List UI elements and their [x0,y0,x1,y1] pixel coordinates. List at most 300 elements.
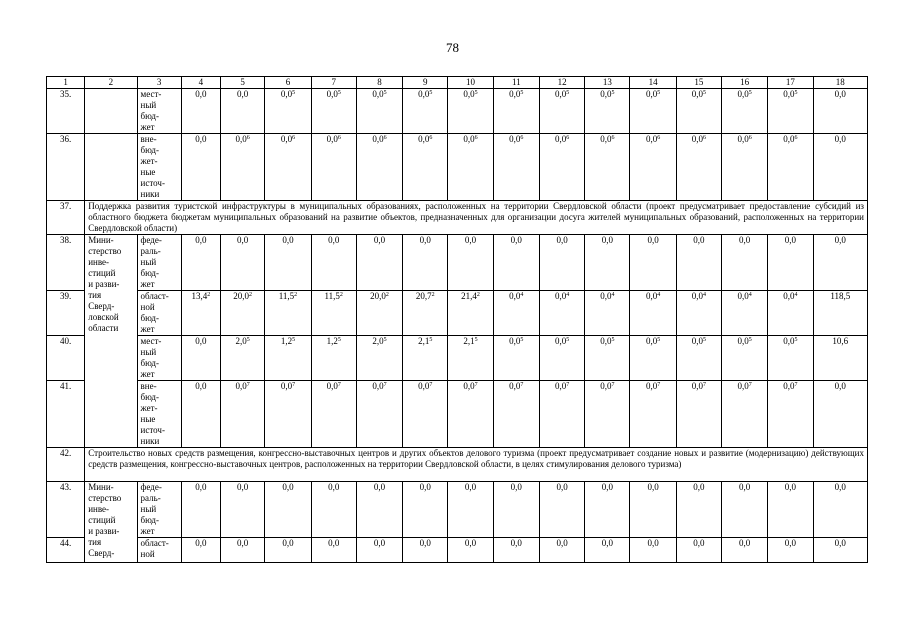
value-cell [768,89,813,134]
cell-value: 0,0 [737,381,749,391]
value-cell [403,336,448,381]
footnote-mark: 2 [339,292,343,298]
value-cell [221,235,265,291]
value-cell [311,291,356,336]
footnote-mark: 7 [383,382,387,388]
footnote-mark: 7 [794,382,798,388]
cell-value: 0,0 [195,482,207,492]
value-cell [403,291,448,336]
cell-value: 0,0 [834,235,846,245]
cell-value: 0,0 [463,381,475,391]
value-cell [311,89,356,134]
cell-value: 0,0 [645,291,658,301]
cell-value: 0,0 [645,134,658,144]
cell-value: 0,0 [418,134,430,144]
cell-value: 0,0 [419,235,431,245]
row-number: 40. [47,336,85,381]
value-cell [676,89,721,134]
cell-value: 1,2 [326,336,338,346]
cell-value: 0,0 [463,89,475,99]
value-cell [539,336,584,381]
value-cell [493,482,539,538]
value-cell [813,538,867,563]
value-cell [181,538,220,563]
footnote-mark: 6 [657,135,661,141]
value-cell [630,381,676,448]
value-cell [493,134,539,201]
cell-value: 0,0 [235,134,247,144]
footnote-mark: 5 [292,90,296,96]
footnote-mark: 5 [566,90,570,96]
footnote-mark: 6 [520,135,524,141]
value-cell [585,336,630,381]
cell-value: 0,0 [237,235,249,245]
cell-value: 0,0 [783,291,795,301]
column-header: 16 [722,77,768,89]
cell-value: 0,0 [282,538,294,548]
cell-value: 0,0 [509,291,521,301]
value-cell [722,482,768,538]
value-cell [265,134,311,201]
value-cell [722,89,768,134]
value-cell [722,134,768,201]
value-cell [403,235,448,291]
footnote-mark: 5 [794,337,798,343]
footnote-mark: 2 [431,292,435,298]
cell-value: 0,0 [737,134,749,144]
value-cell [585,235,630,291]
footnote-mark: 5 [703,337,706,343]
footnote-mark: 6 [246,135,250,141]
footnote-mark: 5 [611,90,615,96]
value-cell [722,538,768,563]
value-cell [630,482,676,538]
cell-value: 0,0 [326,134,338,144]
value-cell [311,381,356,448]
cell-value: 0,0 [554,134,567,144]
cell-value: 0,0 [693,482,705,492]
value-cell [722,381,768,448]
value-cell [221,89,265,134]
value-cell [493,538,539,563]
cell-value: 20,0 [233,291,250,301]
value-cell [722,235,768,291]
page-number: 78 [446,40,459,55]
cell-value: 0,0 [693,538,705,548]
value-cell [221,482,265,538]
value-cell [585,134,630,201]
cell-value: 0,0 [737,336,749,346]
value-cell [768,538,813,563]
value-cell [722,291,768,336]
column-header: 15 [676,77,721,89]
value-cell [493,89,539,134]
cell-value: 0,0 [783,89,795,99]
cell-value: 0,0 [328,538,340,548]
cell-value: 0,0 [554,89,567,99]
cell-value: 0,0 [235,381,247,391]
column-header: 2 [85,77,137,89]
value-cell [493,291,539,336]
cell-value: 0,0 [464,235,477,245]
value-cell [403,482,448,538]
column-header: 6 [265,77,311,89]
value-cell [181,482,220,538]
column-header: 3 [137,77,181,89]
cell-value: 0,0 [739,482,751,492]
value-cell [768,336,813,381]
cell-value: 0,0 [418,89,430,99]
cell-value: 0,0 [510,482,522,492]
value-cell [630,291,676,336]
cell-value: 0,0 [784,538,797,548]
footnote-mark: 4 [611,292,615,298]
footnote-mark: 5 [657,337,661,343]
cell-value: 0,0 [509,89,521,99]
footnote-mark: 2 [476,292,480,298]
table-row [47,482,868,538]
source-cell: феде- раль- ный бюд- жет [137,482,181,538]
footnote-mark: 5 [383,90,387,96]
cell-value: 0,0 [237,89,249,99]
cell-value: 20,0 [370,291,386,301]
column-header: 12 [539,77,584,89]
cell-value: 0,0 [195,89,207,99]
column-header: 5 [221,77,265,89]
footnote-mark: 7 [474,382,478,388]
footnote-mark: 7 [657,382,661,388]
value-cell [539,89,584,134]
cell-value: 0,0 [280,134,293,144]
value-cell [448,291,493,336]
cell-value: 1,2 [280,336,293,346]
footnote-mark: 7 [520,382,524,388]
cell-value: 0,0 [783,381,795,391]
cell-value: 0,0 [556,538,568,548]
row-number: 42. [47,448,85,482]
cell-value: 0,0 [373,482,386,492]
value-cell [813,381,867,448]
value-cell [181,336,220,381]
footnote-mark: 6 [611,135,615,141]
column-header: 9 [403,77,448,89]
cell-value: 2,1 [463,336,475,346]
value-cell [448,381,493,448]
cell-value: 0,0 [372,381,384,391]
value-cell [448,482,493,538]
value-cell [356,336,402,381]
value-cell [356,538,402,563]
value-cell [356,89,402,134]
cell-value: 0,0 [510,235,522,245]
row-number: 43. [47,482,85,538]
cell-value: 0,0 [554,381,567,391]
org-cell [85,89,137,134]
footnote-mark: 5 [748,90,752,96]
footnote-mark: 5 [794,90,798,96]
source-cell: вне- бюд- жет- ные источ- ники [137,381,181,448]
cell-value: 0,0 [195,381,207,391]
value-cell [539,134,584,201]
footnote-mark: 5 [657,90,661,96]
cell-value: 0,0 [691,336,703,346]
value-cell [813,134,867,201]
cell-value: 0,0 [195,336,207,346]
value-cell [221,538,265,563]
cell-value: 0,0 [691,134,703,144]
value-cell [493,336,539,381]
value-cell [221,134,265,201]
value-cell [676,336,721,381]
section-description: Поддержка развития туристской инфраструктуры в муниципальных образованиях, расположенных на территории Свердловской области (проект предусматривает предоставление субсидий из областного бюджета бюджетам муниципальных образований на развитие объектов, предназначенных для организации досуга жителей муниципальных образований, расположенных на территории Свердловской области) [85,201,868,235]
cell-value: 0,0 [783,134,795,144]
value-cell [585,291,630,336]
footnote-mark: 2 [385,292,389,298]
cell-value: 0,0 [328,482,340,492]
value-cell [356,381,402,448]
value-cell [356,291,402,336]
column-header: 7 [311,77,356,89]
column-header: 10 [448,77,493,89]
footnote-mark: 7 [566,382,570,388]
value-cell [403,134,448,201]
cell-value: 0,0 [645,381,658,391]
value-cell [181,134,220,201]
row-number: 37. [47,201,85,235]
cell-value: 0,0 [282,235,294,245]
cell-value: 0,0 [556,482,568,492]
cell-value: 0,0 [834,89,846,99]
footnote-mark: 7 [703,382,706,388]
cell-value: 0,0 [647,538,659,548]
cell-value: 118,5 [830,291,851,301]
cell-value: 0,0 [195,538,207,548]
value-cell [585,482,630,538]
cell-value: 21,4 [461,291,477,301]
footnote-mark: 4 [748,292,752,298]
cell-value: 0,0 [691,89,703,99]
value-cell [768,482,813,538]
footnote-mark: 4 [657,292,661,298]
footnote-mark: 4 [566,292,570,298]
row-number: 39. [47,291,85,336]
value-cell [356,482,402,538]
cell-value: 0,0 [600,89,612,99]
table-row [47,336,868,381]
cell-value: 0,0 [783,336,795,346]
cell-value: 13,4 [191,291,208,301]
value-cell [448,235,493,291]
value-cell [181,89,220,134]
cell-value: 0,0 [509,381,521,391]
value-cell [356,134,402,201]
cell-value: 2,1 [418,336,430,346]
value-cell [311,235,356,291]
cell-value: 0,0 [509,134,521,144]
value-cell [403,89,448,134]
footnote-mark: 5 [429,90,433,96]
value-cell [813,336,867,381]
cell-value: 0,0 [600,381,612,391]
footnote-mark: 4 [794,292,798,298]
cell-value: 0,0 [326,89,338,99]
value-cell [265,381,311,448]
cell-value: 0,0 [601,235,613,245]
cell-value: 2,0 [372,336,384,346]
value-cell [539,482,584,538]
row-number: 38. [47,235,85,291]
cell-value: 0,0 [647,482,659,492]
value-cell [539,235,584,291]
value-cell [448,134,493,201]
value-cell [311,134,356,201]
footnote-mark: 5 [520,337,524,343]
source-cell: област- ной бюд- жет [137,291,181,336]
value-cell [221,291,265,336]
table-row [47,134,868,201]
value-cell [676,134,721,201]
cell-value: 0,0 [328,235,340,245]
column-header: 1 [47,77,85,89]
org-cell: Мини- стерство инве- стиций и разви- тия Сверд- ловской области [85,235,137,448]
column-header: 14 [630,77,676,89]
footnote-mark: 4 [520,292,524,298]
cell-value: 0,0 [784,482,797,492]
cell-value: 0,0 [280,89,293,99]
section-row [47,448,868,482]
source-cell: мест- ный бюд- жет [137,89,181,134]
table-row [47,538,868,563]
cell-value: 0,0 [282,482,294,492]
value-cell [813,235,867,291]
cell-value: 0,0 [737,89,749,99]
value-cell [493,235,539,291]
column-header: 18 [813,77,867,89]
cell-value: 0,0 [739,538,751,548]
footnote-mark: 6 [794,135,798,141]
value-cell [265,336,311,381]
cell-value: 0,0 [647,235,659,245]
value-cell [448,89,493,134]
value-cell [630,538,676,563]
footnote-mark: 5 [337,337,341,343]
table-row [47,381,868,448]
cell-value: 0,0 [419,482,431,492]
value-cell [265,482,311,538]
column-header: 17 [768,77,813,89]
value-cell [768,291,813,336]
table-row [47,291,868,336]
cell-value: 0,0 [834,134,846,144]
row-number: 35. [47,89,85,134]
value-cell [676,381,721,448]
cell-value: 0,0 [195,134,207,144]
value-cell [768,235,813,291]
budget-table [46,76,868,563]
value-cell [813,89,867,134]
cell-value: 0,0 [691,291,703,301]
row-number: 36. [47,134,85,201]
value-cell [221,336,265,381]
value-cell [722,336,768,381]
value-cell [448,336,493,381]
value-cell [265,538,311,563]
column-header: 11 [493,77,539,89]
value-cell [403,538,448,563]
value-cell [813,482,867,538]
value-cell [265,89,311,134]
value-cell [311,482,356,538]
footnote-mark: 6 [383,135,387,141]
cell-value: 11,5 [278,291,295,301]
cell-value: 0,0 [326,381,338,391]
value-cell [539,538,584,563]
value-cell [813,291,867,336]
footnote-mark: 4 [703,292,706,298]
cell-value: 0,0 [418,381,430,391]
footnote-mark: 5 [703,90,706,96]
value-cell [265,235,311,291]
cell-value: 0,0 [372,89,384,99]
cell-value: 0,0 [693,235,705,245]
footnote-mark: 2 [207,292,211,298]
value-cell [181,381,220,448]
cell-value: 0,0 [195,235,207,245]
value-cell [585,89,630,134]
footnote-mark: 6 [292,135,296,141]
footnote-mark: 5 [520,90,524,96]
source-cell: мест- ный бюд- жет [137,336,181,381]
footnote-mark: 5 [474,90,478,96]
footnote-mark: 6 [748,135,752,141]
value-cell [630,134,676,201]
cell-value: 0,0 [237,538,249,548]
cell-value: 0,0 [419,538,431,548]
value-cell [630,336,676,381]
cell-value: 0,0 [464,538,477,548]
value-cell [311,336,356,381]
value-cell [221,381,265,448]
table-row [47,89,868,134]
cell-value: 0,0 [600,336,612,346]
org-cell: Мини- стерство инве- стиций и разви- тия Сверд- [85,482,137,563]
cell-value: 0,0 [556,235,568,245]
value-cell [539,291,584,336]
cell-value: 0,0 [784,235,797,245]
footnote-mark: 7 [292,382,296,388]
cell-value: 0,0 [373,235,386,245]
value-cell [676,482,721,538]
cell-value: 0,0 [554,291,567,301]
value-cell [585,381,630,448]
cell-value: 0,0 [372,134,384,144]
footnote-mark: 5 [474,337,478,343]
footnote-mark: 5 [337,90,341,96]
value-cell [181,235,220,291]
cell-value: 10,6 [832,336,849,346]
cell-value: 0,0 [280,381,293,391]
cell-value: 0,0 [600,134,612,144]
footnote-mark: 7 [611,382,615,388]
cell-value: 0,0 [464,482,477,492]
footnote-mark: 7 [429,382,433,388]
cell-value: 0,0 [463,134,475,144]
footnote-mark: 5 [383,337,387,343]
value-cell [493,381,539,448]
value-cell [448,538,493,563]
footnote-mark: 5 [566,337,570,343]
source-cell: феде- раль- ный бюд- жет [137,235,181,291]
